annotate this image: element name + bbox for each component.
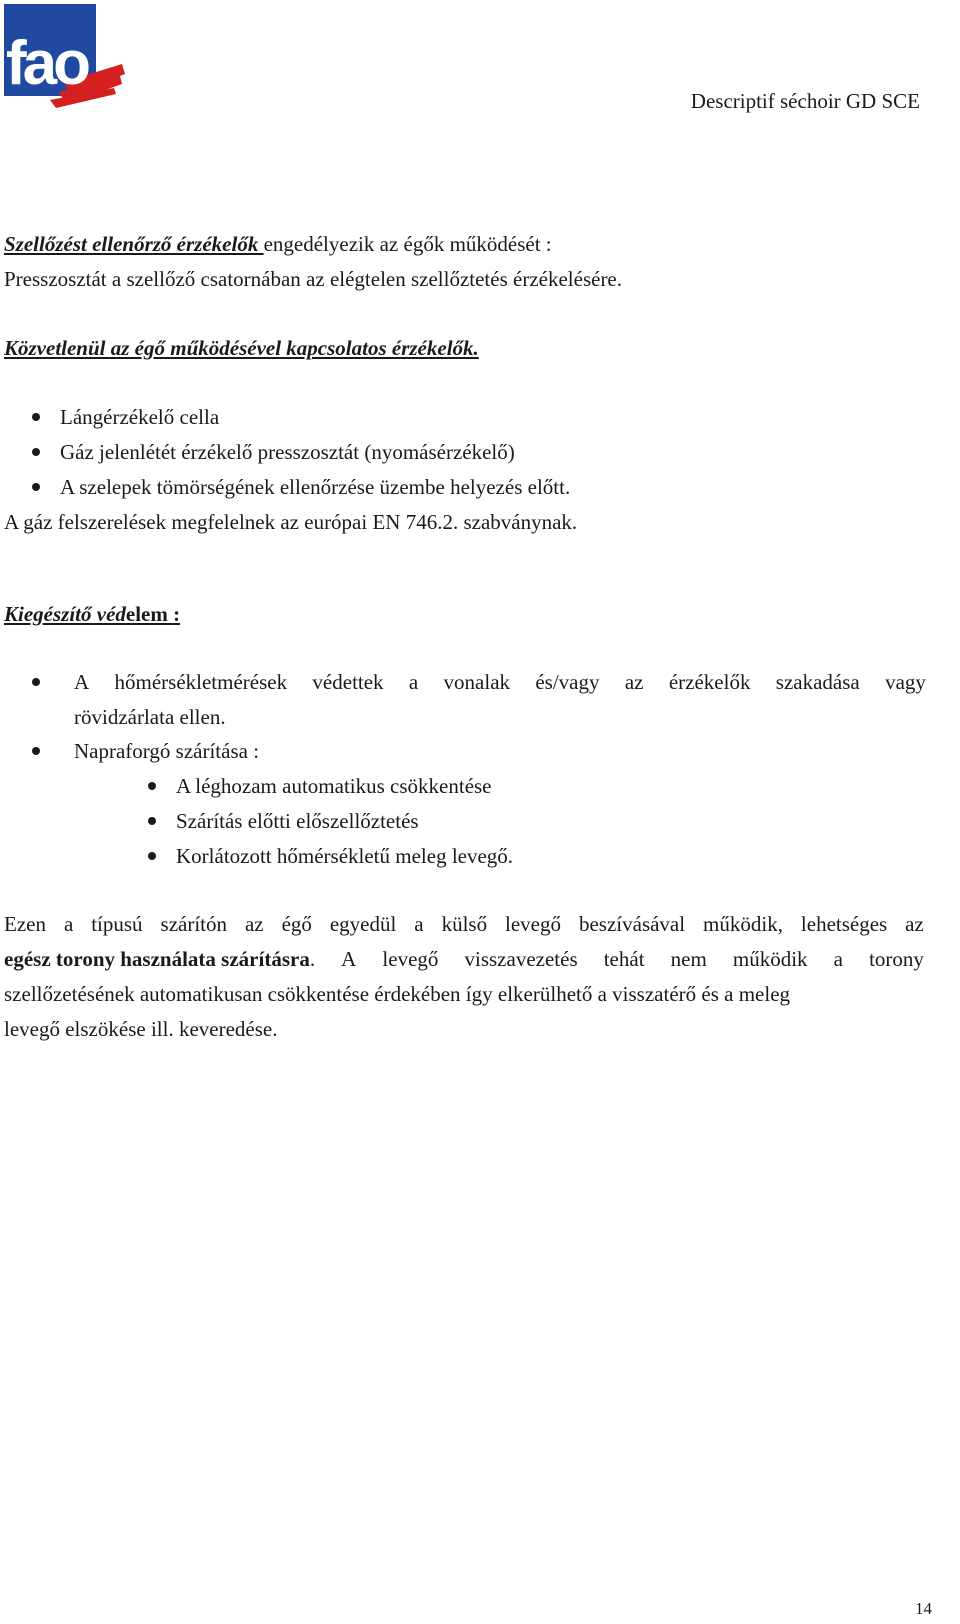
word: a [833,947,843,971]
paragraph-line4: levegő elszökése ill. keveredése. [4,1017,278,1041]
page-number: 14 [915,1599,932,1618]
word: az [244,912,264,936]
section1-heading-rest: engedélyezik az égők működését : [263,232,552,256]
section2-item-1: Lángérzékelő cella [60,405,220,429]
word: beszívásával [578,912,686,936]
word: torony [869,947,924,971]
bullet-icon [32,678,40,686]
word: lehetséges [800,912,888,936]
paragraph-line1 [4,912,924,936]
word: nem [670,947,707,971]
word: működik, [703,912,783,936]
word: működik [732,947,808,971]
word: típusú [91,912,143,936]
word: szárítón [160,912,227,936]
fao-logo [4,4,126,108]
bullet-icon [32,483,40,491]
bullet-icon [148,852,156,860]
word: levegő [382,947,439,971]
word: levegő [505,912,562,936]
word: visszavezetés [464,947,578,971]
logo-text: fao [6,29,87,98]
section3-heading-bold: elem : [125,602,181,626]
bullet-icon [32,747,40,755]
bullet-icon [148,817,156,825]
word: égő [281,912,312,936]
paragraph-line2 [4,947,924,971]
section2-item-2: Gáz jelenlétét érzékelő presszosztát (nyomásérzékelő) [60,440,515,464]
document-title: Descriptif séchoir GD SCE [690,89,920,113]
section1-heading-line [4,232,552,256]
paragraph-line3: szellőzetésének automatikusan csökkentése érdekében így elkerülhető a visszatérő és a meleg [4,982,791,1006]
word: Ezen [4,912,46,936]
bullet-icon [32,448,40,456]
section3-item1-line2: rövidzárlata ellen. [74,705,226,729]
section3-heading-italic: Kiegészítő véd [4,602,126,626]
word: egyedül [329,912,397,936]
word: vagy [885,670,926,694]
word: A [74,670,90,694]
section2-heading: Közvetlenül az égő működésével kapcsolatos érzékelők. [4,336,479,360]
word: az [905,912,924,936]
word: hőmérsékletmérések [114,670,288,694]
bullet-icon [148,782,156,790]
section3-subitem-1: A léghozam automatikus csökkentése [176,774,492,798]
word: . [309,947,316,971]
word: tehát [603,947,645,971]
section3-subitem-2: Szárítás előtti előszellőztetés [176,809,419,833]
section3-subitem-3: Korlátozott hőmérsékletű meleg levegő. [176,844,514,868]
section3-item2: Napraforgó szárítása : [74,739,260,763]
fao-logo-graphic [4,4,126,108]
section1-line2: Presszosztát a szellőző csatornában az elégtelen szellőztetés érzékelésére. [4,267,623,291]
section3-item1-line1 [74,670,926,694]
word: az [624,670,644,694]
section2-item-3: A szelepek tömörségének ellenőrzése üzembe helyezés előtt. [60,475,571,499]
section3-heading [4,602,180,626]
word: védettek [312,670,384,694]
word: szakadása [775,670,860,694]
word: érzékelők [668,670,751,694]
word: vonalak [443,670,511,694]
word: a [414,912,424,936]
word: A [341,947,357,971]
paragraph-bold-phrase: egész torony használata szárításra [4,947,310,971]
word: a [408,670,419,694]
word: és/vagy [535,670,600,694]
section2-note: A gáz felszerelések megfelelnek az európai EN 746.2. szabványnak. [4,510,578,534]
word: külső [441,912,488,936]
section1-heading: Szellőzést ellenőrző érzékelők [4,232,264,256]
word: a [63,912,74,936]
paragraph-line2-lead [4,947,315,971]
bullet-icon [32,413,40,421]
